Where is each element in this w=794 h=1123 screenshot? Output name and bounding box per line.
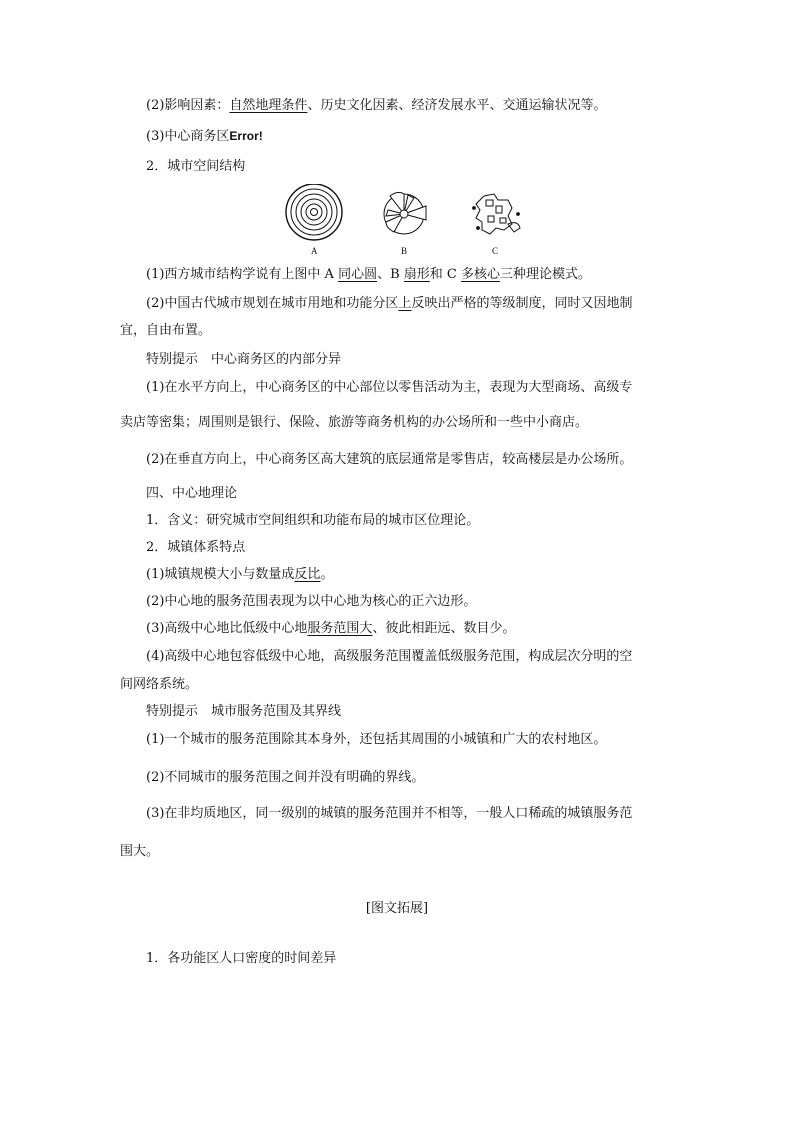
ancient-planning-line-2: 宜，自由布置。 <box>120 323 212 338</box>
feature-4-line2: 间网络系统。 <box>120 677 199 692</box>
error-text: Error! <box>229 129 263 143</box>
tip1-para1-line1: (1)在水平方向上，中心商务区的中心部位以零售活动为主，表现为大型商场、高级专 <box>146 380 633 395</box>
tip2-para3-line2: 围大。 <box>120 844 160 859</box>
tip2-para2: (2)不同城市的服务范围之间并没有明确的界线。 <box>146 770 425 785</box>
tip1-title: 特别提示 中心商务区的内部分异 <box>146 352 342 367</box>
section4-definition: 1．含义：研究城市空间组织和功能布局的城市区位理论。 <box>146 513 480 528</box>
tip1-para2: (2)在垂直方向上，中心商务区高大建筑的底层通常是零售店，较高楼层是办公场所。 <box>146 452 633 467</box>
heading-spatial-structure: 2．城市空间结构 <box>146 159 246 174</box>
expand-title: [图文拓展] <box>365 901 429 916</box>
feature-3: (3)高级中心地比低级中心地服务范围大、彼此相距远、数目少。 <box>146 621 516 636</box>
tip2-title: 特别提示 城市服务范围及其界线 <box>146 704 342 719</box>
multiple-nuclei-diagram <box>473 194 520 234</box>
sector-model-diagram <box>384 192 426 234</box>
factors-line: (2)影响因素：自然地理条件、历史文化因素、经济发展水平、交通运输状况等。 <box>146 98 607 113</box>
tip2-para3-line1: (3)在非均质地区，同一级别的城镇的服务范围并不相等，一般人口稀疏的城镇服务范 <box>146 806 633 821</box>
concentric-model-diagram <box>286 184 342 240</box>
ancient-planning-line: (2)中国古代城市规划在城市用地和功能分区上反映出严格的等级制度，同时又因地制 <box>146 296 633 311</box>
section4-title: 四、中心地理论 <box>146 486 238 501</box>
diagram-label-a: A <box>311 246 318 256</box>
western-models-line: (1)西方城市结构学说有上图中 A 同心圆、B 扇形和 C 多核心三种理论模式。 <box>146 267 592 282</box>
tip2-para1: (1)一个城市的服务范围除其本身外，还包括其周围的小城镇和广大的农村地区。 <box>146 732 607 747</box>
feature-2: (2)中心地的服务范围表现为以中心地为核心的正六边形。 <box>146 594 477 609</box>
feature-4-line1: (4)高级中心地包容低级中心地，高级服务范围覆盖低级服务范围，构成层次分明的空 <box>146 649 633 664</box>
section4-features-title: 2．城镇体系特点 <box>146 540 246 555</box>
diagram-label-b: B <box>401 246 408 256</box>
cbd-line: (3)中心商务区Error! <box>146 129 263 144</box>
city-structure-diagrams <box>276 184 536 258</box>
expand-item-1: 1．各功能区人口密度的时间差异 <box>146 951 337 966</box>
tip1-para1-line2: 卖店等密集；周围则是银行、保险、旅游等商务机构的办公场所和一些中小商店。 <box>120 415 589 430</box>
feature-1: (1)城镇规模大小与数量成反比。 <box>146 567 334 582</box>
diagram-label-c: C <box>492 246 499 256</box>
